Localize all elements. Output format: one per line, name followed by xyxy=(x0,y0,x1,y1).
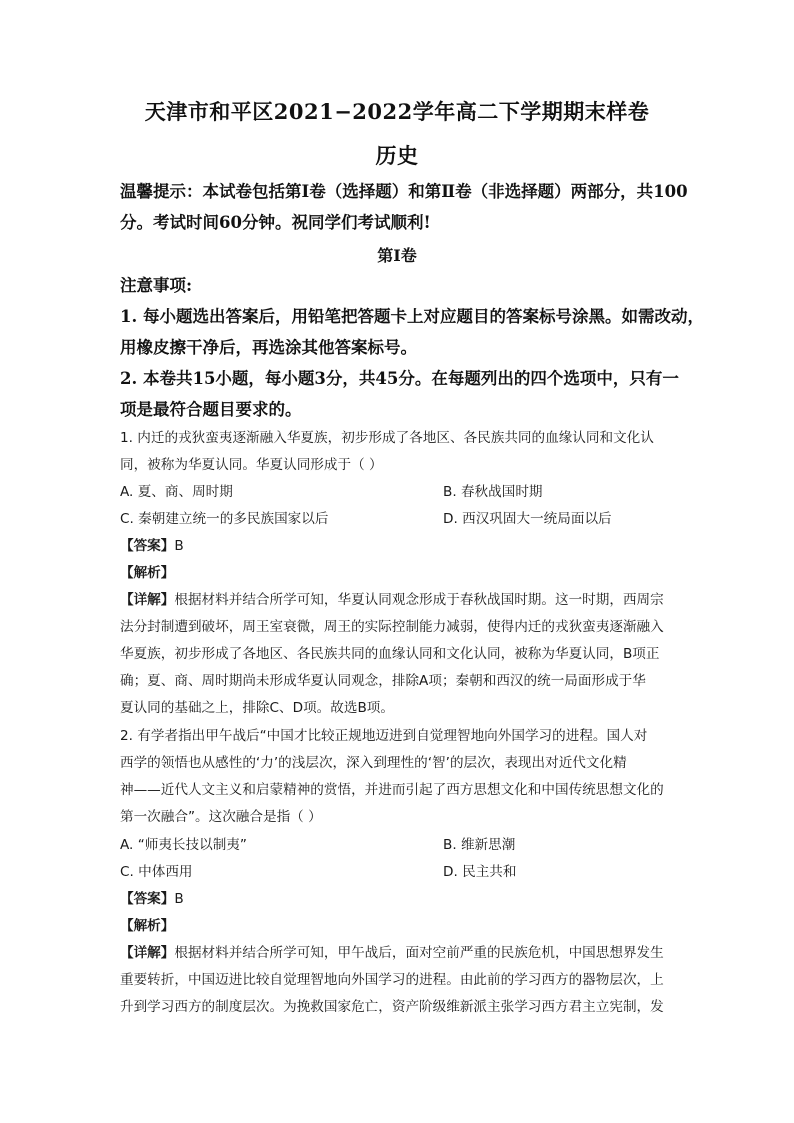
question-stem: 2. 有学者指出甲午战后“中国才比较正规地迈进到自觉理智地向外国学习的进程。国人对 xyxy=(120,728,648,744)
answer-value: B xyxy=(174,891,184,907)
answer-line xyxy=(120,537,184,555)
note-line: 1. 每小题选出答案后，用铅笔把答题卡上对应题目的答案标号涂黑。如需改动， xyxy=(120,307,704,326)
detail-label: 【详解】 xyxy=(120,592,175,608)
option-d: D. 西汉巩固大一统局面以后 xyxy=(443,511,612,527)
question-stem: 西学的领悟也从感性的‘力’的浅层次，深入到理性的‘智’的层次，表现出对近代文化精 xyxy=(120,755,627,771)
detail-line: 升到学习西方的制度层次。为挽救国家危亡，资产阶级维新派主张学习西方君主立宪制，发 xyxy=(120,999,664,1015)
option-d: D. 民主共和 xyxy=(443,864,517,880)
question-stem: 神——近代人文主义和启蒙精神的赏悟，并进而引起了西方思想文化和中国传统思想文化的 xyxy=(120,782,664,798)
option-c: C. 秦朝建立统一的多民族国家以后 xyxy=(120,511,329,527)
detail-line: 华夏族，初步形成了各地区、各民族共同的血缘认同和文化认同，被称为华夏认同，B项正 xyxy=(120,646,660,662)
analysis-label: 【解析】 xyxy=(120,565,175,581)
option-a: A. “师夷长技以制夷” xyxy=(120,837,247,853)
answer-label: 【答案】 xyxy=(120,891,175,907)
section-title: 第Ⅰ卷 xyxy=(377,246,417,265)
notes-heading: 注意事项: xyxy=(120,276,193,295)
intro-line: 温馨提示：本试卷包括第Ⅰ卷（选择题）和第Ⅱ卷（非选择题）两部分，共100 xyxy=(120,182,688,201)
detail-line: 夏认同的基础之上，排除C、D项。故选B项。 xyxy=(120,700,394,716)
option-a: A. 夏、商、周时期 xyxy=(120,484,233,500)
detail-line: 重要转折，中国迈进比较自觉理智地向外国学习的进程。由此前的学习西方的器物层次，上 xyxy=(120,972,664,988)
analysis-label: 【解析】 xyxy=(120,918,175,934)
detail-line: 法分封制遭到破坏，周王室衰微，周王的实际控制能力减弱，使得内迁的戎狄蛮夷逐渐融入 xyxy=(120,619,664,635)
answer-label: 【答案】 xyxy=(120,538,175,554)
option-b: B. 春秋战国时期 xyxy=(443,484,543,500)
answer-value: B xyxy=(174,538,184,554)
detail-line: 【详解】根据材料并结合所学可知，华夏认同观念形成于春秋战国时期。这一时期，西周宗 xyxy=(120,592,664,608)
question-stem: 1. 内迁的戎狄蛮夷逐渐融入华夏族，初步形成了各地区、各民族共同的血缘认同和文化认 xyxy=(120,430,654,446)
detail-label: 【详解】 xyxy=(120,945,175,961)
intro-line: 分。考试时间60分钟。祝同学们考试顺利! xyxy=(120,213,431,232)
subject-title: 历史 xyxy=(375,143,419,168)
note-line: 用橡皮擦干净后，再选涂其他答案标号。 xyxy=(120,338,417,357)
option-c: C. 中体西用 xyxy=(120,864,193,880)
detail-line: 【详解】根据材料并结合所学可知，甲午战后，面对空前严重的民族危机，中国思想界发生 xyxy=(120,945,664,961)
page-title: 天津市和平区2021−2022学年高二下学期期末样卷 xyxy=(144,99,650,124)
question-stem: 同，被称为华夏认同。华夏认同形成于（ ） xyxy=(120,457,383,473)
note-line: 项是最符合题目要求的。 xyxy=(120,400,302,419)
option-b: B. 维新思潮 xyxy=(443,837,516,853)
question-stem: 第一次融合”。这次融合是指（ ） xyxy=(120,809,322,825)
answer-line xyxy=(120,890,184,908)
note-line: 2. 本卷共15小题，每小题3分，共45分。在每题列出的四个选项中，只有一 xyxy=(120,369,679,388)
detail-line: 确；夏、商、周时期尚未形成华夏认同观念，排除A项；秦朝和西汉的统一局面形成于华 xyxy=(120,673,646,689)
